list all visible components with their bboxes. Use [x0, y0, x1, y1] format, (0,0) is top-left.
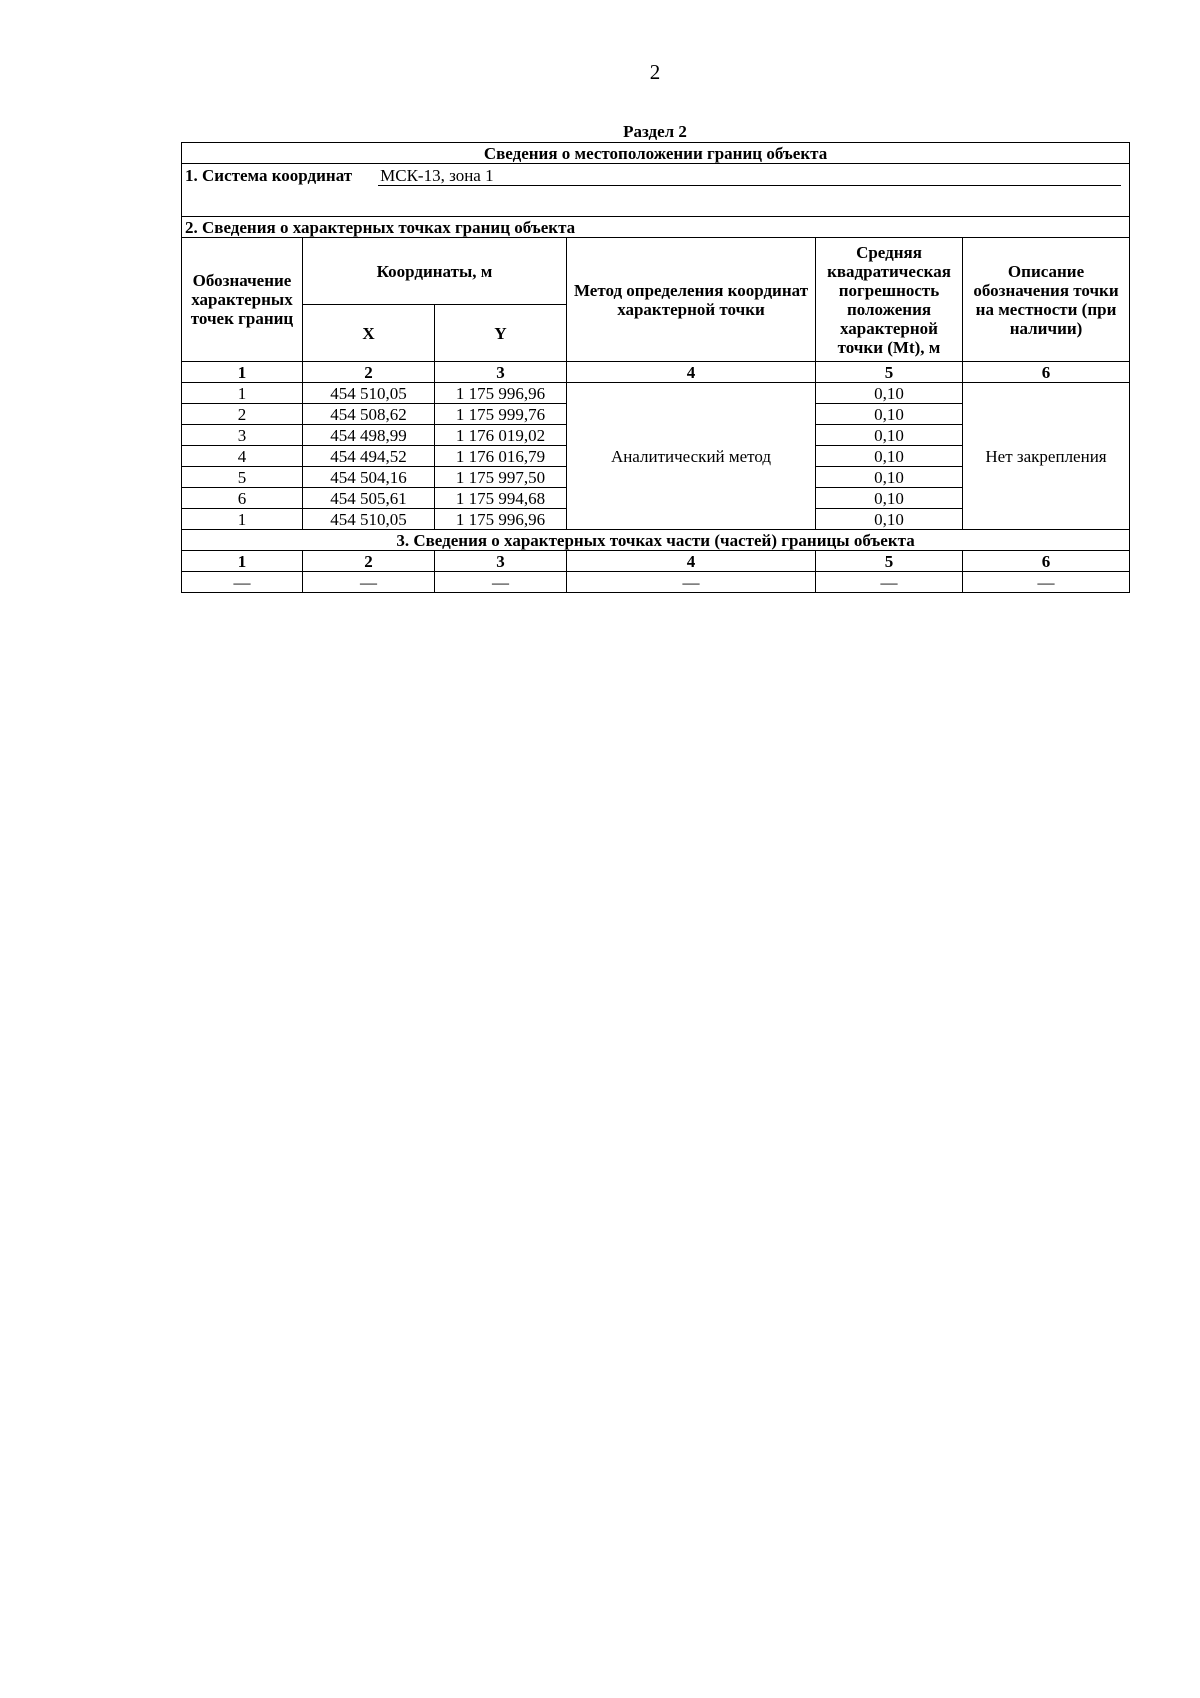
point-cell: 6	[182, 488, 303, 509]
error-cell: 0,10	[816, 467, 963, 488]
coord-system-label: 1. Система координат	[185, 166, 353, 185]
index-cell: 3	[435, 362, 567, 383]
description-cell: Нет закрепления	[963, 383, 1130, 530]
point-cell: 1	[182, 509, 303, 530]
x-cell: 454 494,52	[303, 446, 435, 467]
index-cell: 1	[182, 551, 303, 572]
dash-cell: —	[567, 572, 816, 593]
index-cell: 6	[963, 362, 1130, 383]
y-cell: 1 175 997,50	[435, 467, 567, 488]
index-cell: 4	[567, 362, 816, 383]
dash-cell: —	[963, 572, 1130, 593]
header-point: Обозначение характерных точек границ	[182, 238, 303, 362]
index-cell: 6	[963, 551, 1130, 572]
coord-system-value: МСК-13, зона 1	[378, 166, 1121, 186]
point-cell: 2	[182, 404, 303, 425]
index-row	[182, 362, 1130, 383]
x-cell: 454 508,62	[303, 404, 435, 425]
method-cell: Аналитический метод	[567, 383, 816, 530]
index-cell: 2	[303, 551, 435, 572]
points-section-row	[182, 217, 1130, 238]
coord-system-row	[182, 164, 1130, 217]
parts-dash-row	[182, 572, 1130, 593]
index-cell: 3	[435, 551, 567, 572]
y-cell: 1 176 019,02	[435, 425, 567, 446]
section-title: Раздел 2	[623, 122, 687, 141]
index-cell: 5	[816, 362, 963, 383]
error-cell: 0,10	[816, 488, 963, 509]
parts-section-row	[182, 530, 1130, 551]
table-row	[182, 383, 1130, 404]
y-cell: 1 175 994,68	[435, 488, 567, 509]
parts-section-title: 3. Сведения о характерных точках части (частей) границы объекта	[182, 530, 1130, 551]
header-y: Y	[435, 305, 567, 362]
x-cell: 454 510,05	[303, 383, 435, 404]
x-cell: 454 505,61	[303, 488, 435, 509]
y-cell: 1 175 996,96	[435, 509, 567, 530]
point-cell: 5	[182, 467, 303, 488]
header-x: X	[303, 305, 435, 362]
dash-cell: —	[303, 572, 435, 593]
y-cell: 1 175 999,76	[435, 404, 567, 425]
point-cell: 4	[182, 446, 303, 467]
point-cell: 1	[182, 383, 303, 404]
boundary-table	[181, 142, 1130, 593]
header-description: Описание обозначения точки на местности (при наличии)	[963, 238, 1130, 362]
error-cell: 0,10	[816, 509, 963, 530]
x-cell: 454 504,16	[303, 467, 435, 488]
header-error: Средняя квадратическая погрешность положения характерной точки (Mt), м	[816, 238, 963, 362]
error-cell: 0,10	[816, 383, 963, 404]
table-title: Сведения о местоположении границ объекта	[182, 143, 1130, 164]
error-cell: 0,10	[816, 425, 963, 446]
table-title-row	[182, 143, 1130, 164]
y-cell: 1 176 016,79	[435, 446, 567, 467]
page-number: 2	[649, 60, 661, 84]
y-cell: 1 175 996,96	[435, 383, 567, 404]
error-cell: 0,10	[816, 404, 963, 425]
dash-cell: —	[435, 572, 567, 593]
x-cell: 454 498,99	[303, 425, 435, 446]
dash-cell: —	[816, 572, 963, 593]
header-method: Метод определения координат характерной точки	[567, 238, 816, 362]
index-cell: 4	[567, 551, 816, 572]
header-row-1	[182, 238, 1130, 305]
header-coords: Координаты, м	[303, 238, 567, 305]
dash-cell: —	[182, 572, 303, 593]
x-cell: 454 510,05	[303, 509, 435, 530]
parts-index-row	[182, 551, 1130, 572]
index-cell: 1	[182, 362, 303, 383]
index-cell: 2	[303, 362, 435, 383]
points-section-title: 2. Сведения о характерных точках границ объекта	[182, 217, 1130, 238]
error-cell: 0,10	[816, 446, 963, 467]
index-cell: 5	[816, 551, 963, 572]
point-cell: 3	[182, 425, 303, 446]
